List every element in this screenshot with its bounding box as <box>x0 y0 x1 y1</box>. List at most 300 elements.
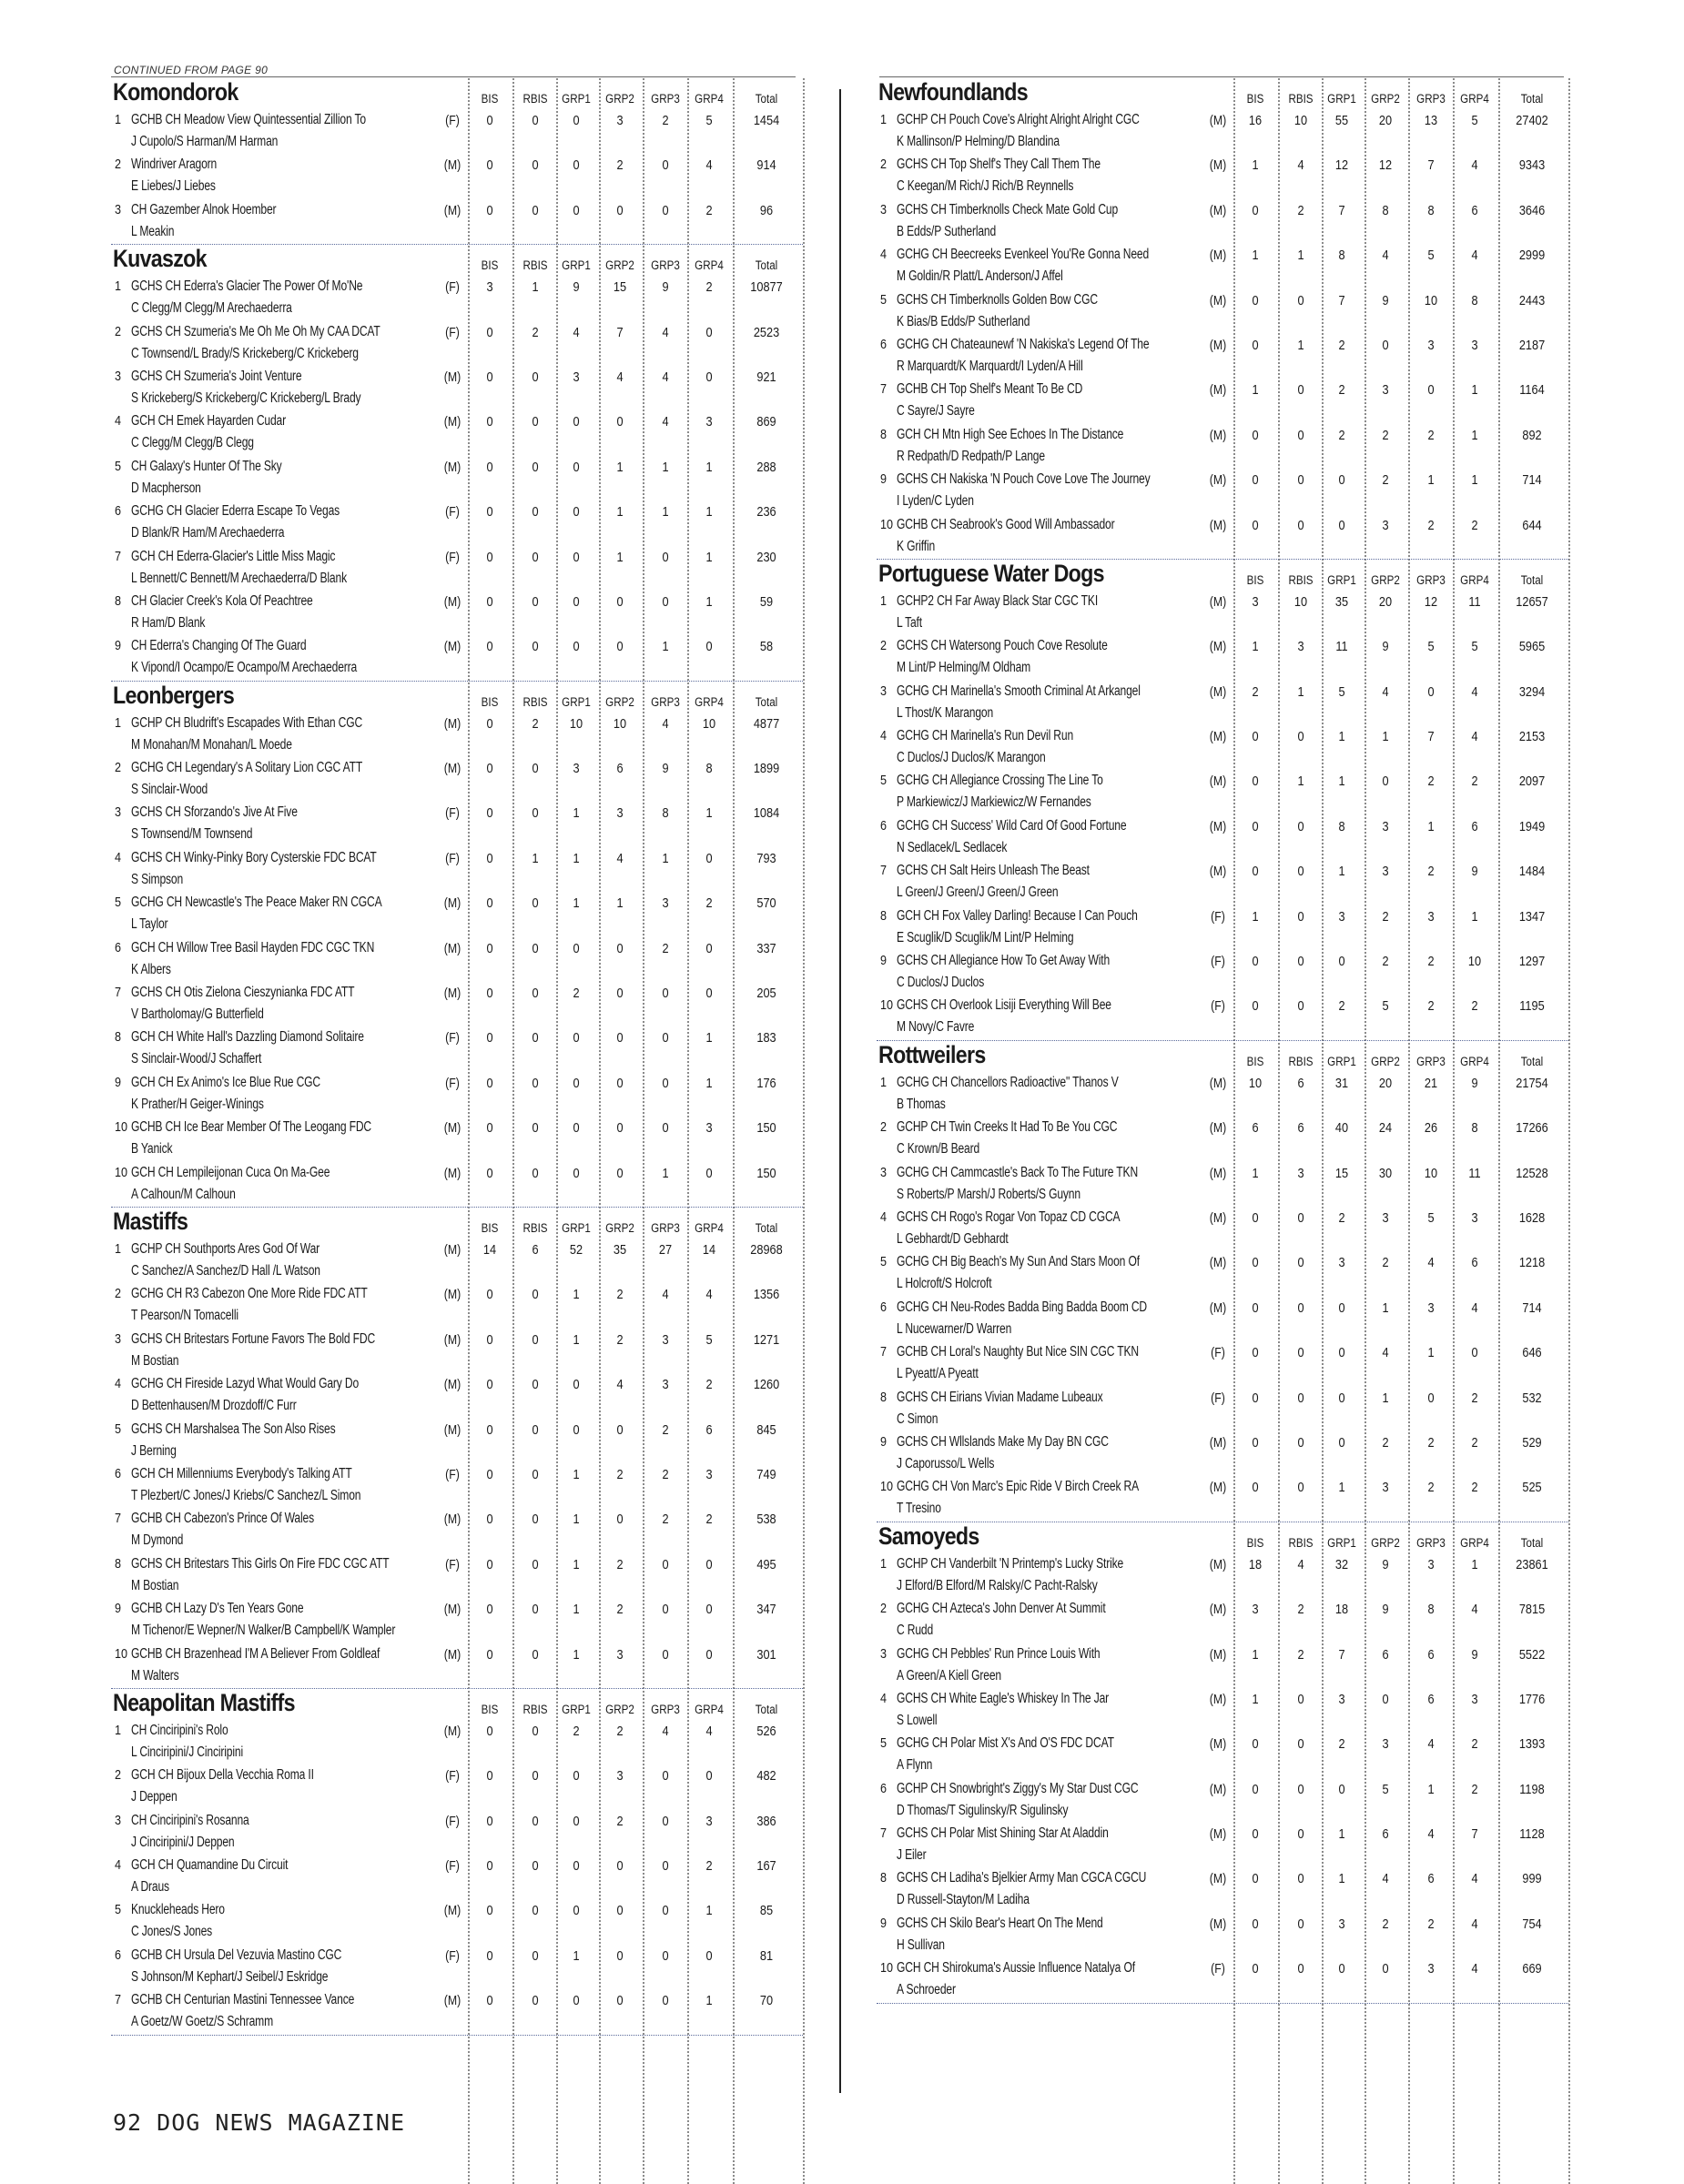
stat-grp2: 1 <box>1382 1390 1389 1406</box>
dog-name: GCHG CH Big Beach's My Sun And Stars Moon Of <box>897 1254 1140 1270</box>
stat-grp4: 5 <box>1471 639 1478 655</box>
stat-grp1: 2 <box>1338 1736 1345 1753</box>
stat-rbis: 0 <box>1297 729 1304 745</box>
dog-sex: (M) <box>1209 1602 1227 1618</box>
stat-grp3: 4 <box>662 1287 669 1303</box>
stat-grp2: 2 <box>1382 427 1389 443</box>
dog-sex: (M) <box>443 1646 462 1663</box>
stat-grp2: 0 <box>616 1165 624 1181</box>
breed-name: Samoyeds <box>878 1522 979 1550</box>
rank-number: 8 <box>880 1870 888 1886</box>
stat-grp1: 3 <box>1338 1255 1345 1271</box>
stat-grp1: 32 <box>1334 1556 1349 1572</box>
stat-total: 644 <box>1522 517 1542 533</box>
column-header-rbis: RBIS <box>522 258 548 273</box>
stat-grp2: 0 <box>616 593 624 610</box>
stat-total: 85 <box>759 1903 774 1919</box>
stat-total: 1899 <box>753 761 780 777</box>
stat-total: 96 <box>759 202 774 218</box>
stat-grp1: 2 <box>1338 382 1345 399</box>
dog-name: GCH CH White Hall's Dazzling Diamond Solitaire <box>131 1029 364 1046</box>
rank-number: 10 <box>880 1960 894 1977</box>
stat-grp2: 12 <box>1378 157 1393 174</box>
owner-names: K Vipond/I Ocampo/E Ocampo/M Arechaederra <box>131 660 358 676</box>
stat-grp2: 30 <box>1378 1165 1393 1181</box>
stat-grp4: 9 <box>1471 864 1478 880</box>
stat-total: 2523 <box>753 324 780 340</box>
ranking-row <box>111 982 803 1026</box>
stat-grp1: 1 <box>573 1331 580 1348</box>
stat-bis: 1 <box>1252 1165 1259 1181</box>
stat-grp4: 7 <box>1471 1826 1478 1843</box>
stat-rbis: 0 <box>1297 1736 1304 1753</box>
stat-grp3: 3 <box>1427 1299 1435 1316</box>
stat-rbis: 6 <box>532 1241 539 1258</box>
owner-names: J Cupolo/S Harman/M Harman <box>131 134 279 149</box>
stat-grp3: 0 <box>662 1556 669 1572</box>
stat-grp2: 1 <box>616 504 624 521</box>
stat-grp3: 0 <box>662 1858 669 1875</box>
stat-rbis: 0 <box>532 639 539 655</box>
stat-total: 27402 <box>1516 113 1548 128</box>
stat-grp1: 0 <box>1338 517 1345 533</box>
stat-bis: 0 <box>486 1075 493 1091</box>
column-header-grp1: GRP1 <box>562 1702 591 1716</box>
stat-grp1: 1 <box>573 805 580 822</box>
stat-grp2: 4 <box>1382 1345 1389 1361</box>
column-header-bis: BIS <box>1246 572 1264 587</box>
rank-number: 5 <box>880 1735 888 1752</box>
stat-rbis: 0 <box>532 1768 539 1785</box>
ranking-row <box>111 410 803 455</box>
stat-bis: 1 <box>1252 1691 1259 1707</box>
owner-names: D Russell-Stayton/M Ladiha <box>897 1892 1030 1908</box>
stat-rbis: 0 <box>532 1512 539 1528</box>
stat-total: 4877 <box>753 715 780 732</box>
ranking-row <box>877 1733 1568 1777</box>
rank-number: 1 <box>115 1240 122 1257</box>
dog-name: GCHB CH Ice Bear Member Of The Leogang FDC <box>131 1119 372 1136</box>
stat-rbis: 3 <box>1297 1165 1304 1181</box>
column-header-bis: BIS <box>481 1220 499 1235</box>
stat-bis: 0 <box>486 639 493 655</box>
dog-sex: (F) <box>1211 998 1225 1015</box>
stat-grp1: 52 <box>569 1241 583 1258</box>
stat-rbis: 0 <box>1297 1826 1304 1843</box>
stat-grp3: 3 <box>662 1377 669 1393</box>
dog-sex: (M) <box>1209 1826 1227 1843</box>
stat-grp3: 0 <box>662 1903 669 1919</box>
owner-names: R Redpath/D Redpath/P Lange <box>897 448 1045 464</box>
stat-bis: 0 <box>486 369 493 385</box>
stat-total: 921 <box>756 369 776 385</box>
rank-number: 2 <box>115 157 122 173</box>
stat-total: 2443 <box>1518 292 1546 308</box>
stat-grp1: 4 <box>573 324 580 340</box>
dog-sex: (M) <box>443 895 462 912</box>
stat-rbis: 0 <box>532 1466 539 1482</box>
owner-names: R Marquardt/K Marquardt/I Lyden/A Hill <box>897 358 1083 374</box>
stat-grp2: 0 <box>616 414 624 430</box>
stat-total: 1484 <box>1518 864 1546 880</box>
stat-total: 59 <box>759 593 774 610</box>
owner-names: C Krown/B Beard <box>897 1141 980 1158</box>
stat-total: 714 <box>1522 472 1542 489</box>
stat-grp3: 6 <box>1427 1646 1435 1663</box>
owner-names: C Simon <box>897 1410 938 1427</box>
owner-names: L Gebhardt/D Gebhardt <box>897 1230 1009 1247</box>
dog-name: GCHG CH Newcastle's The Peace Maker RN CGCA <box>131 895 382 911</box>
dog-name: GCHS CH Polar Mist Shining Star At Aladdin <box>897 1825 1109 1842</box>
stat-grp3: 13 <box>1424 113 1438 128</box>
stat-grp2: 3 <box>616 1768 624 1785</box>
ranking-row <box>877 725 1568 770</box>
stat-rbis: 0 <box>1297 908 1304 925</box>
rank-number: 1 <box>115 112 122 127</box>
owner-names: T Pearson/N Tomacelli <box>131 1308 238 1324</box>
column-header-grp4: GRP4 <box>1460 92 1489 106</box>
stat-bis: 0 <box>486 1646 493 1663</box>
column-header-grp3: GRP3 <box>1416 1535 1446 1550</box>
stat-rbis: 0 <box>1297 1209 1304 1226</box>
stat-total: 58 <box>759 639 774 655</box>
stat-grp1: 0 <box>573 1421 580 1438</box>
stat-grp4: 8 <box>1471 1120 1478 1137</box>
stat-grp1: 7 <box>1338 202 1345 218</box>
stat-grp1: 0 <box>573 1768 580 1785</box>
stat-grp4: 6 <box>705 1421 713 1438</box>
stat-grp1: 10 <box>569 715 583 732</box>
dog-sex: (M) <box>443 1377 462 1393</box>
stat-grp4: 3 <box>705 1813 713 1829</box>
dog-name: GCHG CH Fireside Lazyd What Would Gary Do <box>131 1376 360 1392</box>
stat-bis: 0 <box>486 1813 493 1829</box>
rank-number: 1 <box>880 112 888 127</box>
rank-number: 1 <box>115 714 122 731</box>
stat-rbis: 4 <box>1297 157 1304 174</box>
ranking-row <box>877 1867 1568 1912</box>
stat-bis: 0 <box>486 1556 493 1572</box>
stat-grp2: 0 <box>616 1075 624 1091</box>
stat-grp3: 0 <box>662 1120 669 1137</box>
column-divider <box>839 89 841 2093</box>
stat-grp1: 0 <box>573 593 580 610</box>
stat-grp2: 2 <box>1382 954 1389 970</box>
owner-names: M Bostian <box>131 1577 179 1593</box>
rank-number: 3 <box>115 201 122 217</box>
ranking-row <box>111 1026 803 1071</box>
stat-grp3: 4 <box>662 414 669 430</box>
stat-grp1: 1 <box>573 1646 580 1663</box>
breed-section <box>111 1689 803 2036</box>
dog-sex: (M) <box>1209 202 1227 218</box>
ranking-row <box>877 469 1568 513</box>
rank-number: 6 <box>880 1780 888 1796</box>
stat-grp2: 0 <box>616 1947 624 1964</box>
column-header-bis: BIS <box>1246 1054 1264 1068</box>
owner-names: M Monahan/M Monahan/L Moede <box>131 736 292 753</box>
stat-grp1: 0 <box>573 504 580 521</box>
stat-rbis: 0 <box>1297 1255 1304 1271</box>
rank-number: 5 <box>880 773 888 789</box>
stat-grp4: 4 <box>1471 683 1478 700</box>
ranking-row <box>877 950 1568 995</box>
stat-total: 28968 <box>750 1241 783 1258</box>
ranking-row <box>111 1598 803 1643</box>
stat-bis: 3 <box>1252 593 1259 610</box>
dog-name: GCHP2 CH Far Away Black Star CGC TKI <box>897 592 1099 609</box>
stat-grp3: 2 <box>1427 1480 1435 1496</box>
column-header-bis: BIS <box>1246 92 1264 106</box>
stat-rbis: 0 <box>532 1903 539 1919</box>
owner-names: M Novy/C Favre <box>897 1019 975 1036</box>
stat-rbis: 0 <box>1297 1299 1304 1316</box>
column-header-grp4: GRP4 <box>695 1702 724 1716</box>
owner-names: K Mallinson/P Helming/D Blandina <box>897 134 1060 149</box>
stat-grp1: 0 <box>1338 472 1345 489</box>
ranking-row <box>111 1643 803 1688</box>
owner-names: P Markiewicz/J Markiewicz/W Fernandes <box>897 794 1091 811</box>
rank-number: 3 <box>115 804 122 821</box>
rank-number: 2 <box>880 1601 888 1617</box>
stat-rbis: 0 <box>532 1075 539 1091</box>
owner-names: S Sinclair-Wood <box>131 782 208 798</box>
stat-grp2: 0 <box>1382 1691 1389 1707</box>
stat-total: 23861 <box>1516 1556 1548 1572</box>
ranking-row <box>111 1989 803 2034</box>
rank-number: 4 <box>880 247 888 263</box>
stat-rbis: 0 <box>532 895 539 912</box>
stat-bis: 0 <box>1252 1209 1259 1226</box>
stat-grp1: 0 <box>1338 1434 1345 1451</box>
stat-grp2: 10 <box>613 715 627 732</box>
stat-grp3: 4 <box>662 1723 669 1739</box>
dog-sex: (M) <box>1209 248 1227 264</box>
stat-grp2: 9 <box>1382 292 1389 308</box>
column-header-grp4: GRP4 <box>1460 1054 1489 1068</box>
stat-grp4: 0 <box>705 1947 713 1964</box>
rank-number: 10 <box>880 997 894 1014</box>
dog-sex: (M) <box>1209 157 1227 174</box>
stat-bis: 0 <box>1252 1434 1259 1451</box>
dog-sex: (M) <box>1209 1075 1227 1091</box>
ranking-row <box>111 1373 803 1418</box>
stat-bis: 0 <box>1252 427 1259 443</box>
dog-sex: (M) <box>1209 818 1227 834</box>
stat-bis: 0 <box>486 549 493 565</box>
dog-sex: (M) <box>1209 1556 1227 1572</box>
stat-rbis: 1 <box>532 850 539 866</box>
stat-grp2: 6 <box>1382 1646 1389 1663</box>
owner-names: N Sedlacek/L Sedlacek <box>897 839 1008 855</box>
stat-rbis: 0 <box>532 1646 539 1663</box>
stat-rbis: 1 <box>1297 337 1304 353</box>
stat-bis: 0 <box>1252 774 1259 790</box>
breed-name: Leonbergers <box>113 681 235 709</box>
stat-bis: 1 <box>1252 639 1259 655</box>
stat-grp1: 3 <box>573 761 580 777</box>
ranking-row <box>111 1508 803 1552</box>
stat-bis: 0 <box>1252 1480 1259 1496</box>
stat-rbis: 0 <box>1297 472 1304 489</box>
stat-grp4: 0 <box>705 850 713 866</box>
column-header-total: Total <box>755 92 778 106</box>
stat-grp2: 9 <box>1382 1556 1389 1572</box>
stat-bis: 18 <box>1248 1556 1263 1572</box>
stat-grp4: 5 <box>1471 113 1478 128</box>
stat-total: 646 <box>1522 1345 1542 1361</box>
stat-bis: 0 <box>486 1602 493 1618</box>
stat-grp2: 4 <box>1382 248 1389 264</box>
stat-grp3: 3 <box>1427 337 1435 353</box>
stat-bis: 0 <box>486 414 493 430</box>
stat-rbis: 0 <box>1297 292 1304 308</box>
column-header-grp2: GRP2 <box>605 1220 634 1235</box>
dog-name: GCHS CH Eirians Vivian Madame Lubeaux <box>897 1389 1103 1405</box>
stat-total: 150 <box>756 1165 776 1181</box>
stat-grp2: 3 <box>1382 1209 1389 1226</box>
section-header <box>111 245 803 276</box>
column-header-grp1: GRP1 <box>562 92 591 106</box>
stat-grp2: 0 <box>616 639 624 655</box>
dog-name: GCHP CH Vanderbilt 'N Printemp's Lucky Strike <box>897 1555 1124 1572</box>
ranking-row <box>111 892 803 936</box>
stat-grp4: 11 <box>1468 1165 1481 1181</box>
ranking-row <box>111 1945 803 1989</box>
rank-number: 7 <box>115 548 122 564</box>
dog-name: GCHS CH Winky-Pinky Bory Cysterskie FDC BCAT <box>131 849 377 865</box>
dog-sex: (M) <box>443 1421 462 1438</box>
dog-sex: (M) <box>443 639 462 655</box>
owner-names: A Green/A Kiell Green <box>897 1667 1002 1684</box>
stat-total: 176 <box>756 1075 776 1091</box>
stat-grp3: 0 <box>662 1646 669 1663</box>
stat-bis: 0 <box>486 1287 493 1303</box>
stat-grp4: 1 <box>705 593 713 610</box>
stat-grp4: 4 <box>1471 1299 1478 1316</box>
dog-sex: (F) <box>445 549 460 565</box>
breed-section <box>877 560 1568 1041</box>
stat-bis: 0 <box>486 1723 493 1739</box>
stat-rbis: 1 <box>1297 683 1304 700</box>
dog-name: GCHG CH Von Marc's Epic Ride V Birch Creek RA <box>897 1479 1140 1495</box>
dog-name: Knuckleheads Hero <box>131 1902 225 1918</box>
stat-grp2: 2 <box>1382 1255 1389 1271</box>
column-header-grp3: GRP3 <box>651 92 680 106</box>
stat-grp4: 1 <box>705 459 713 475</box>
stat-grp2: 0 <box>616 1512 624 1528</box>
dog-name: GCHS CH Watersong Pouch Cove Resolute <box>897 638 1108 654</box>
stat-bis: 0 <box>486 986 493 1002</box>
dog-sex: (M) <box>443 1241 462 1258</box>
dog-sex: (F) <box>445 1030 460 1046</box>
column-header-grp3: GRP3 <box>651 694 680 709</box>
stat-grp3: 4 <box>662 324 669 340</box>
owner-names: K Bias/B Edds/P Sutherland <box>897 313 1030 329</box>
stat-grp2: 5 <box>1382 1781 1389 1797</box>
rank-number: 4 <box>115 849 122 865</box>
continued-label: CONTINUED FROM PAGE 90 <box>114 64 269 76</box>
dog-sex: (M) <box>1209 1871 1227 1887</box>
stat-bis: 0 <box>1252 337 1259 353</box>
stat-grp1: 1 <box>1338 729 1345 745</box>
ranking-row <box>111 199 803 244</box>
column-header-rbis: RBIS <box>522 1220 548 1235</box>
section-header <box>877 1041 1568 1072</box>
stat-rbis: 0 <box>1297 998 1304 1015</box>
stat-rbis: 2 <box>1297 1602 1304 1618</box>
stat-bis: 0 <box>1252 1299 1259 1316</box>
stat-grp4: 4 <box>705 1287 713 1303</box>
dog-sex: (M) <box>443 1287 462 1303</box>
rank-number: 2 <box>115 1767 122 1784</box>
column-header-grp3: GRP3 <box>651 1220 680 1235</box>
stat-total: 914 <box>756 157 776 174</box>
stat-grp2: 2 <box>616 1813 624 1829</box>
dog-name: GCHS CH Ederra's Glacier The Power Of Mo'Ne <box>131 278 363 295</box>
stat-grp4: 4 <box>1471 1602 1478 1618</box>
stat-grp2: 0 <box>616 940 624 956</box>
column-header-bis: BIS <box>481 258 499 273</box>
stat-grp2: 3 <box>1382 517 1389 533</box>
dog-sex: (M) <box>443 1331 462 1348</box>
stat-grp2: 4 <box>616 850 624 866</box>
stat-grp2: 0 <box>1382 774 1389 790</box>
stat-bis: 0 <box>1252 1255 1259 1271</box>
column-header-total: Total <box>1520 1054 1544 1068</box>
stat-grp1: 1 <box>1338 864 1345 880</box>
top-rule-right <box>879 76 1564 77</box>
stat-rbis: 0 <box>532 1377 539 1393</box>
dog-name: GCHS CH Nakiska 'N Pouch Cove Love The Journey <box>897 471 1151 488</box>
stat-grp1: 0 <box>573 1377 580 1393</box>
rank-number: 6 <box>115 1465 122 1481</box>
rank-number: 2 <box>880 157 888 173</box>
stat-total: 2097 <box>1518 774 1546 790</box>
column-header-grp1: GRP1 <box>1327 572 1356 587</box>
stat-grp1: 1 <box>1338 1826 1345 1843</box>
rank-number: 3 <box>115 1330 122 1347</box>
section-header <box>111 682 803 713</box>
ranking-row <box>877 334 1568 379</box>
breed-section <box>111 78 803 245</box>
owner-names: C Keegan/M Rich/J Rich/B Reynnells <box>897 178 1074 195</box>
stat-bis: 0 <box>486 504 493 521</box>
ranking-row <box>111 757 803 802</box>
stat-grp3: 3 <box>662 1331 669 1348</box>
breed-name: Newfoundlands <box>878 78 1028 106</box>
stat-grp1: 0 <box>573 157 580 174</box>
stat-grp2: 7 <box>616 324 624 340</box>
stat-grp3: 0 <box>662 1075 669 1091</box>
rank-number: 5 <box>880 1254 888 1270</box>
owner-names: E Scuglik/D Scuglik/M Lint/P Helming <box>897 929 1074 945</box>
rank-number: 3 <box>880 201 888 217</box>
stat-total: 9343 <box>1518 157 1546 174</box>
stat-grp1: 0 <box>573 1120 580 1137</box>
stat-bis: 0 <box>486 1120 493 1137</box>
owner-names: D Thomas/T Sigulinsky/R Sigulinsky <box>897 1802 1069 1818</box>
stat-grp2: 3 <box>1382 864 1389 880</box>
stat-grp3: 1 <box>1427 1781 1435 1797</box>
stat-grp4: 2 <box>705 1512 713 1528</box>
owner-names: T Tresino <box>897 1501 941 1517</box>
stat-grp1: 7 <box>1338 292 1345 308</box>
dog-name: GCHB CH Top Shelf's Meant To Be CD <box>897 381 1083 398</box>
dog-name: GCHS CH Britestars This Girls On Fire FDC CGC ATT <box>131 1555 390 1572</box>
dog-sex: (M) <box>443 1903 462 1919</box>
stat-total: 236 <box>756 504 776 521</box>
